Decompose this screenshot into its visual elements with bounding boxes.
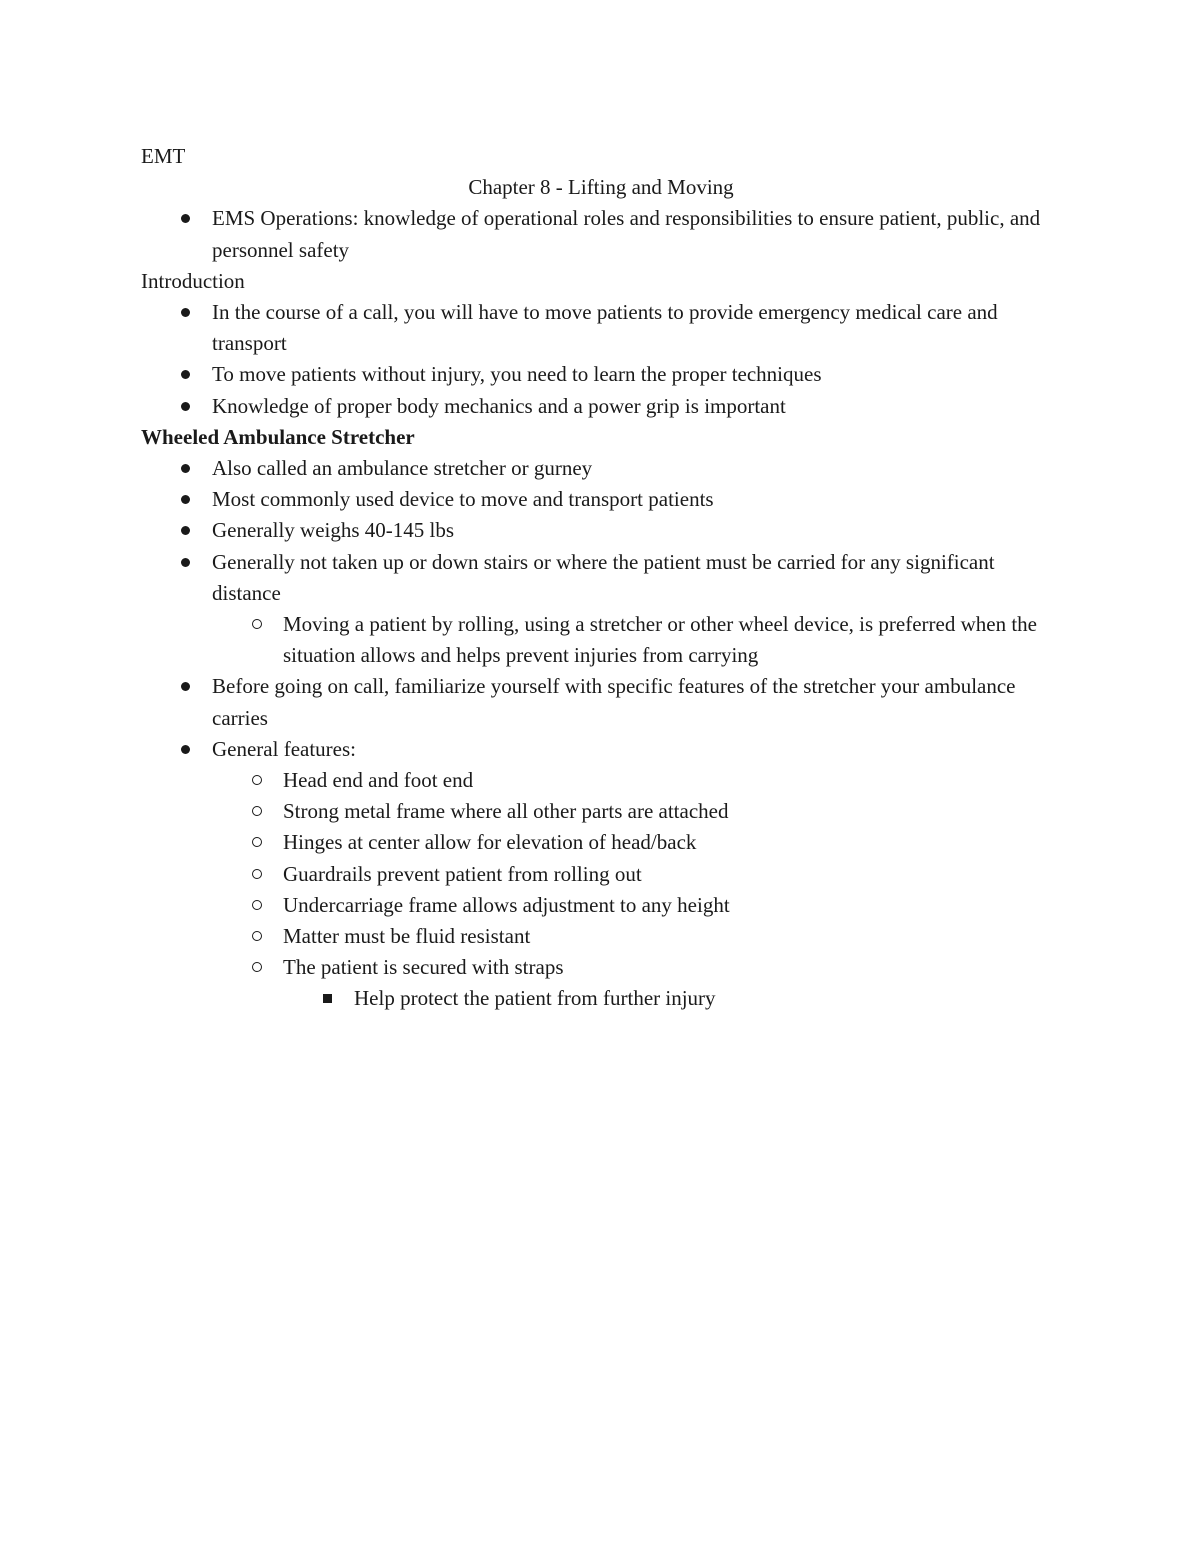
bullet-text: The patient is secured with straps [283, 955, 564, 980]
bullet-text: Generally weighs 40-145 lbs [212, 518, 455, 543]
sub-bullet-item [212, 921, 1061, 952]
bullet-marker-icon [181, 526, 190, 535]
sections-container [141, 203, 1061, 1014]
sub-bullet-item [212, 796, 1061, 827]
bullet-text: In the course of a call, you will have to move patients to provide emergency medical care and transport [212, 300, 998, 356]
bullet-marker-icon [181, 682, 190, 691]
section [141, 266, 1061, 422]
hollow-circle-marker-icon [252, 931, 262, 941]
bullet-text: To move patients without injury, you need to learn the proper techniques [212, 362, 822, 387]
hollow-circle-marker-icon [252, 869, 262, 879]
section [141, 422, 1061, 1015]
bullet-marker-icon [181, 308, 190, 317]
nested-list-wrapper [141, 609, 1061, 671]
doc-title: Chapter 8 - Lifting and Moving [468, 175, 734, 200]
bullet-list [141, 203, 1061, 265]
bullet-list [141, 297, 1061, 422]
nested-list-wrapper [212, 983, 1061, 1014]
bullet-marker-icon [181, 558, 190, 567]
doc-label: EMT [141, 144, 186, 168]
bullet-marker-icon [181, 370, 190, 379]
nested-bullet-list [283, 983, 1061, 1014]
hollow-circle-marker-icon [252, 900, 262, 910]
hollow-circle-marker-icon [252, 619, 262, 629]
bullet-item [141, 203, 1061, 265]
section [141, 203, 1061, 265]
section-heading: Introduction [141, 268, 245, 293]
hollow-circle-marker-icon [252, 806, 262, 816]
bullet-text: Hinges at center allow for elevation of head/back [283, 830, 697, 855]
sub-bullet-item [212, 952, 1061, 983]
bullet-marker-icon [181, 464, 190, 473]
bullet-text: Generally not taken up or down stairs or where the patient must be carried for any significant distance [212, 549, 995, 605]
nested-bullet-list [212, 765, 1061, 1015]
hollow-circle-marker-icon [252, 962, 262, 972]
bullet-text: Matter must be fluid resistant [283, 924, 531, 949]
hollow-circle-marker-icon [252, 837, 262, 847]
hollow-circle-marker-icon [252, 775, 262, 785]
bullet-item [141, 297, 1061, 359]
bullet-text: Most commonly used device to move and transport patients [212, 487, 714, 512]
bullet-text: Also called an ambulance stretcher or gurney [212, 456, 593, 481]
bullet-item [141, 671, 1061, 733]
bullet-text: General features: [212, 736, 356, 761]
bullet-text: Head end and foot end [283, 768, 474, 793]
bullet-item [141, 515, 1061, 546]
bullet-text: Undercarriage frame allows adjustment to any height [283, 892, 730, 917]
section-heading: Wheeled Ambulance Stretcher [141, 424, 415, 449]
bullet-text: Help protect the patient from further injury [354, 986, 716, 1011]
bullet-text: Knowledge of proper body mechanics and a power grip is important [212, 393, 786, 418]
bullet-text: Moving a patient by rolling, using a stretcher or other wheel device, is preferred when the situation allows and helps prevent injuries from carrying [283, 612, 1038, 668]
bullet-marker-icon [181, 495, 190, 504]
sub-bullet-item [212, 827, 1061, 858]
bullet-item [141, 547, 1061, 609]
bullet-marker-icon [181, 402, 190, 411]
bullet-marker-icon [181, 214, 190, 223]
bullet-item [141, 359, 1061, 390]
sub-bullet-item [212, 859, 1061, 890]
nested-list-wrapper [141, 765, 1061, 1015]
sub-bullet-item [212, 890, 1061, 921]
sub-bullet-item [212, 609, 1061, 671]
bullet-item [141, 453, 1061, 484]
bullet-text: Before going on call, familiarize yourself with specific features of the stretcher your ambulance carries [212, 674, 1016, 730]
document-body [141, 141, 1061, 1015]
bullet-item [141, 734, 1061, 765]
bullet-item [141, 391, 1061, 422]
bullet-list [141, 453, 1061, 1015]
bullet-marker-icon [181, 745, 190, 754]
bullet-text: Guardrails prevent patient from rolling out [283, 861, 642, 886]
sub-bullet-item [212, 765, 1061, 796]
square-marker-icon [323, 994, 332, 1003]
bullet-item [141, 484, 1061, 515]
bullet-text: EMS Operations: knowledge of operational roles and responsibilities to ensure patient, public, and personnel safety [212, 206, 1041, 262]
nested-bullet-list [212, 609, 1061, 671]
sub-sub-bullet-item [283, 983, 1061, 1014]
bullet-text: Strong metal frame where all other parts are attached [283, 799, 729, 824]
